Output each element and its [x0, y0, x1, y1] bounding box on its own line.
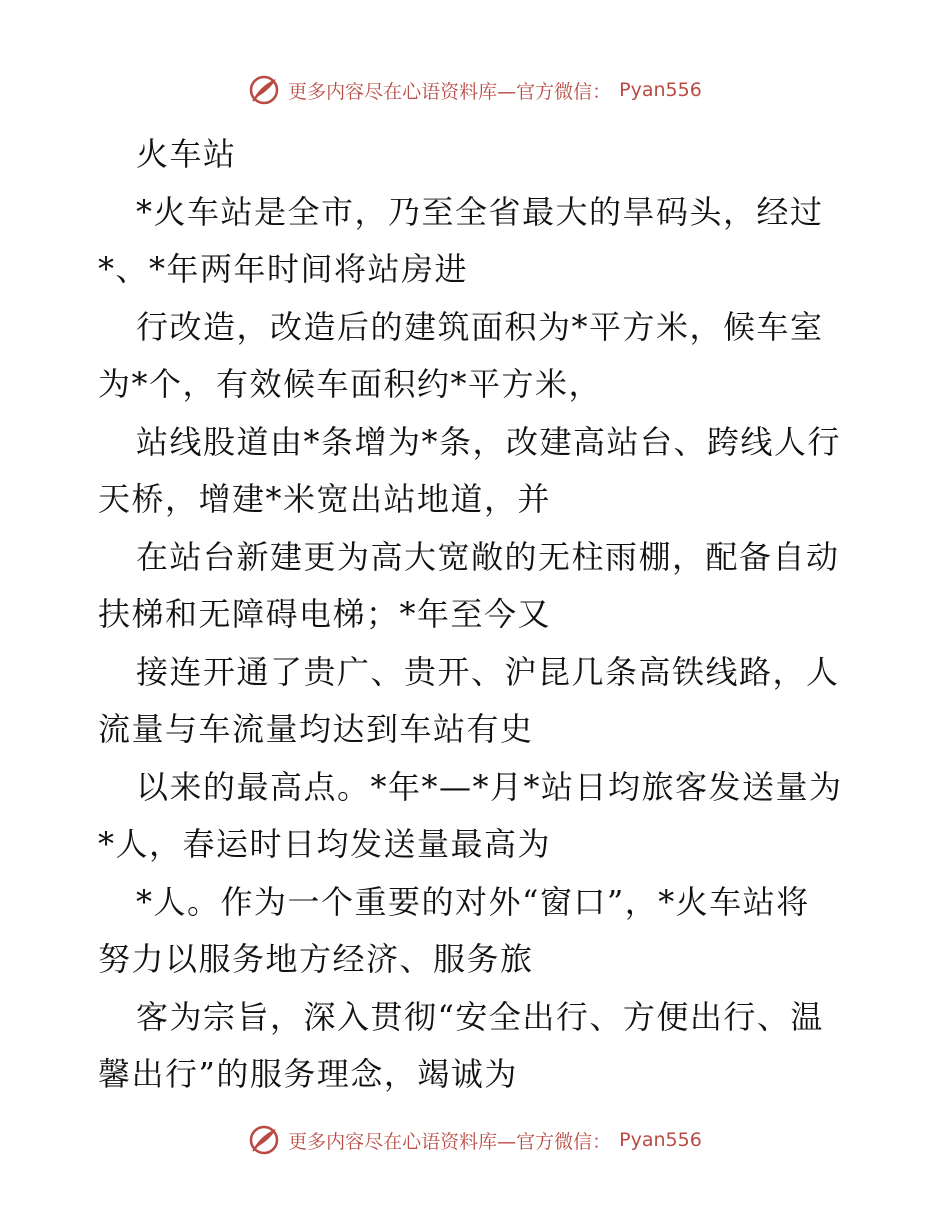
- text-line: 客为宗旨，深入贯彻“安全出行、方便出行、温: [136, 997, 824, 1036]
- footer-watermark: [0, 1120, 950, 1160]
- paragraph-6: [98, 759, 858, 874]
- text-line: *人，春运时日均发送量最高为: [98, 825, 552, 863]
- text-line: 努力以服务地方经济、服务旅: [98, 940, 534, 978]
- text-line: 站线股道由*条增为*条，改建高站台、跨线人行: [136, 422, 842, 461]
- watermark-wechat-id: Pyan556: [619, 79, 702, 101]
- watermark-text: 更多内容尽在心语资料库—官方微信：: [288, 1130, 612, 1153]
- text-line: *火车站是全市，乃至全省最大的旱码头，经过: [136, 192, 824, 231]
- paragraph-1: [98, 184, 858, 299]
- watermark-text: 更多内容尽在心语资料库—官方微信：: [288, 80, 612, 103]
- text-line: 扶梯和无障碍电梯；*年至今又: [98, 595, 552, 633]
- quill-logo-icon: [248, 74, 280, 106]
- text-line: 在站台新建更为高大宽敞的无柱雨棚，配备自动: [136, 537, 840, 576]
- quill-logo-icon: [248, 1124, 280, 1156]
- text-line: 天桥，增建*米宽出站地道，并: [98, 480, 552, 518]
- paragraph-5: [98, 644, 858, 759]
- text-line: 行改造，改造后的建筑面积为*平方米，候车室: [136, 307, 824, 346]
- document-title: 火车站: [136, 135, 237, 173]
- paragraph-3: [98, 414, 858, 529]
- text-line: 流量与车流量均达到车站有史: [98, 710, 534, 748]
- text-line: 为*个，有效候车面积约*平方米，: [98, 365, 603, 403]
- paragraph-4: [98, 529, 858, 644]
- header-watermark: [0, 70, 950, 110]
- watermark-wechat-id: Pyan556: [619, 1129, 702, 1151]
- text-line: 馨出行”的服务理念，竭诚为: [98, 1055, 518, 1093]
- text-line: *人。作为一个重要的对外“窗口”，*火车站将: [136, 882, 810, 921]
- text-line: 以来的最高点。*年*—*月*站日均旅客发送量为: [136, 767, 843, 806]
- paragraph-2: [98, 299, 858, 414]
- paragraph-8: [98, 989, 858, 1104]
- document-body: [98, 126, 858, 1104]
- paragraph-7: [98, 874, 858, 989]
- text-line: *、*年两年时间将站房进: [98, 250, 469, 288]
- text-line: 接连开通了贵广、贵开、沪昆几条高铁线路，人: [136, 652, 840, 691]
